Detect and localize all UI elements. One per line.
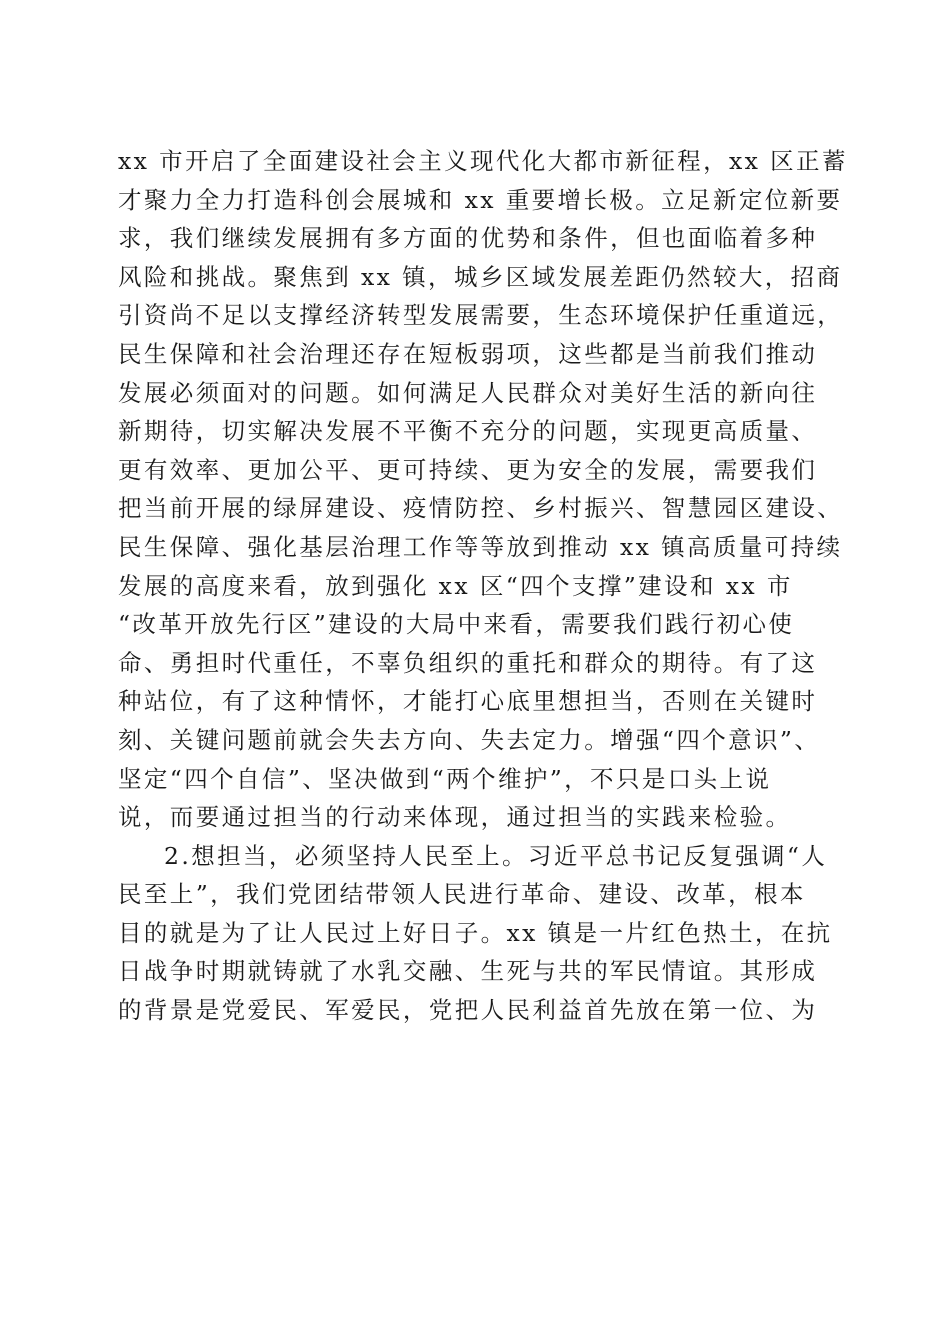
text-line: 更有效率、更加公平、更可持续、更为安全的发展，需要我们 — [118, 455, 818, 484]
text-line: 发展必须面对的问题。如何满足人民群众对美好生活的新向往 — [118, 378, 818, 407]
text-line: 才聚力全力打造科创会展城和 xx 重要增长极。立足新定位新要 — [118, 185, 843, 214]
paragraph-2 — [118, 837, 850, 1030]
text-line: 发展的高度来看，放到强化 xx 区“四个支撑”建设和 xx 市 — [118, 571, 793, 600]
text-line: 把当前开展的绿屏建设、疫情防控、乡村振兴、智慧园区建设、 — [118, 494, 844, 523]
text-line: 民至上”，我们党团结带领人民进行革命、建设、改革，根本 — [118, 880, 806, 909]
text-line: 说，而要通过担当的行动来体现，通过担当的实践来检验。 — [118, 803, 792, 832]
text-line: 新期待，切实解决发展不平衡不充分的问题，实现更高质量、 — [118, 417, 818, 446]
document-body — [118, 142, 850, 1030]
text-line: 风险和挑战。聚焦到 xx 镇，城乡区域发展差距仍然较大，招商 — [118, 262, 843, 291]
text-line: 引资尚不足以支撑经济转型发展需要，生态环境保护任重道远， — [118, 301, 844, 330]
text-line: 2.想担当，必须坚持人民至上。习近平总书记反复强调“人 — [164, 841, 828, 870]
text-line: 坚定“四个自信”、坚决做到“两个维护”，不只是口头上说 — [118, 764, 772, 793]
text-line: “改革开放先行区”建设的大局中来看，需要我们践行初心使 — [118, 610, 795, 639]
text-line: 命、勇担时代重任，不辜负组织的重托和群众的期待。有了这 — [118, 648, 818, 677]
text-line: 种站位，有了这种情怀，才能打心底里想担当，否则在关键时 — [118, 687, 818, 716]
text-line: 求，我们继续发展拥有多方面的优势和条件，但也面临着多种 — [118, 224, 818, 253]
paragraph-1 — [118, 142, 850, 837]
text-line: 民生保障和社会治理还存在短板弱项，这些都是当前我们推动 — [118, 339, 818, 368]
text-line: 刻、关键问题前就会失去方向、失去定力。增强“四个意识”、 — [118, 725, 821, 754]
text-line: 日战争时期就铸就了水乳交融、生死与共的军民情谊。其形成 — [118, 957, 818, 986]
text-line: 目的就是为了让人民过上好日子。xx 镇是一片红色热土，在抗 — [118, 918, 833, 947]
text-line: 的背景是党爱民、军爱民，党把人民利益首先放在第一位、为 — [118, 996, 818, 1025]
text-line: 民生保障、强化基层治理工作等等放到推动 xx 镇高质量可持续 — [118, 532, 843, 561]
text-line: xx 市开启了全面建设社会主义现代化大都市新征程，xx 区正蓄 — [118, 147, 848, 175]
